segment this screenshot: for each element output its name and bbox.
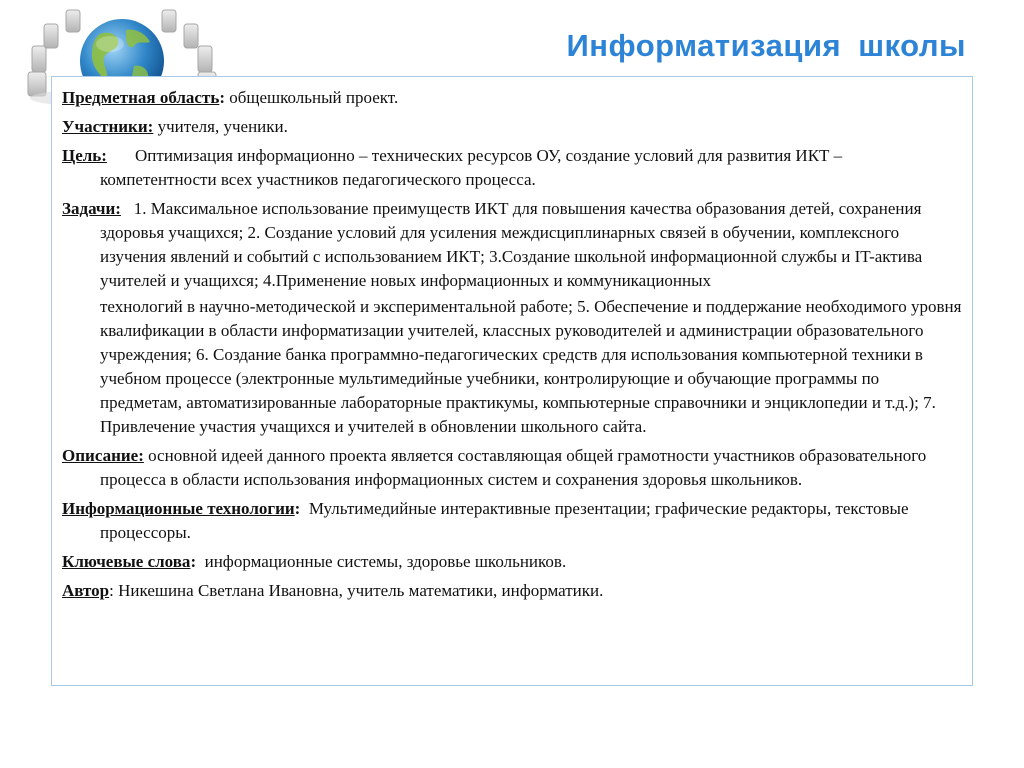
section-participants — [62, 115, 962, 139]
technologies-label: Информационные технологии — [62, 499, 295, 518]
author-label: Автор — [62, 581, 110, 600]
section-subject: Предметная область: общешкольный проект. — [62, 88, 399, 107]
description-text: основной идеей данного проекта является составляющая общей грамотности участников образовательного процесса в области использования информационных систем и сохранения здоровья школьников. — [100, 446, 927, 489]
subject-text: общешкольный проект. — [229, 88, 399, 107]
tasks-text-2: технологий в научно-методической и экспериментальной работе; 5. Обеспечение и поддержание необходимого уровня квалификации в области информатизации учителей, классных руководителей и администрации образовательного учреждения; 6. Создание банка программно-педагогических средств для использования компьютерной техники в учебном процессе (электронные мультимедийные учебники, контролирующие и обучающие программы по предметам, автоматизированные лабораторные практикумы, компьютерные справочники и энциклопедии и т.д.); 7. Привлечение участия учащихся и учителей в обновлении школьного сайта. — [100, 297, 962, 436]
section-tasks — [62, 197, 962, 293]
content-frame — [51, 76, 973, 686]
subject-label: Предметная область — [62, 88, 220, 107]
participants-text: учителя, ученики. — [157, 117, 288, 136]
technologies-text: Мультимедийные интерактивные презентации; графические редакторы, текстовые процессоры. — [100, 499, 909, 542]
goal-label: Цель: — [62, 146, 107, 165]
description-label: Описание: — [62, 446, 144, 465]
participants-label: Участники: — [62, 117, 154, 136]
section-goal — [62, 144, 962, 192]
section-technologies: Информационные технологии: Мультимедийные интерактивные презентации; графические редакторы, текстовые процессоры. — [62, 499, 909, 542]
section-tasks-continued — [62, 295, 962, 439]
keywords-text: информационные системы, здоровье школьников. — [204, 552, 567, 571]
tasks-text-1: 1. Максимальное использование преимуществ ИКТ для повышения качества образования детей, сохранения здоровья учащихся; 2. Создание условий для усиления междисциплинарных связей в обучении, комплексного изучения явлений и событий с использованием ИКТ; 3.Создание школьной информационной службы и IT-актива учителей и учащихся; 4.Применение новых информационных и коммуникационных — [100, 199, 923, 290]
author-text: Никешина Светлана Ивановна, учитель математики, информатики. — [118, 581, 604, 600]
tasks-label: Задачи: — [62, 199, 121, 218]
goal-text: Оптимизация информационно – технических ресурсов ОУ, создание условий для развития ИКТ – компетентности всех участников педагогического процесса. — [100, 146, 843, 189]
section-author: Автор: Никешина Светлана Ивановна, учитель математики, информатики. — [62, 581, 604, 600]
section-description — [62, 444, 962, 492]
section-keywords: Ключевые слова: информационные системы, здоровье школьников. — [62, 552, 567, 571]
page-title: Информатизация школы — [566, 28, 966, 63]
keywords-label: Ключевые слова — [62, 552, 191, 571]
